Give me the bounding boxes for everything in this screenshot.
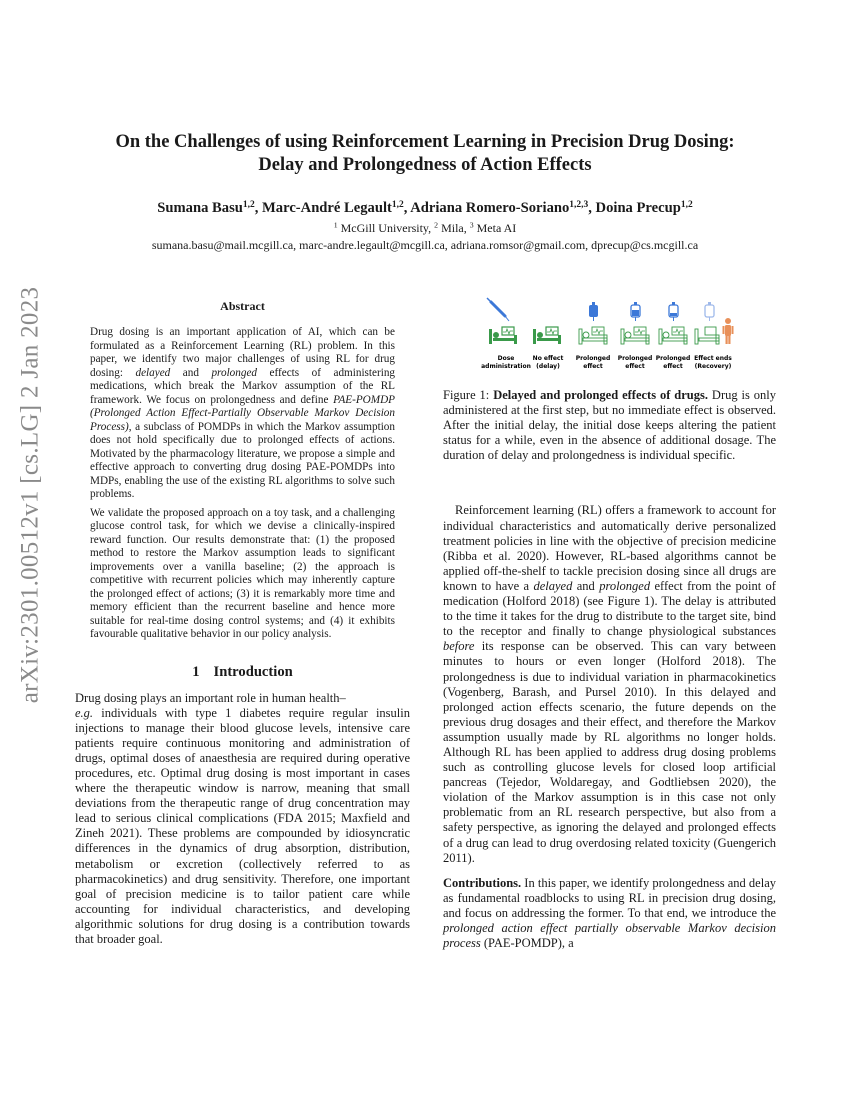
caption-label: Figure 1: — [443, 388, 494, 402]
figure-step-label: Prolonged — [617, 355, 653, 362]
iv-bag-empty-icon — [705, 302, 714, 321]
title-line-1: On the Challenges of using Reinforcement Learning in Precision Drug Dosing: — [115, 132, 735, 152]
author-affil-sup: 1,2,3 — [569, 199, 589, 210]
figure-1-caption — [443, 388, 776, 463]
figure-1 — [443, 296, 776, 382]
author: Doina Precup — [595, 200, 681, 216]
figure-step-label: Effect ends — [694, 355, 732, 362]
paper-title — [60, 131, 790, 177]
section-number: 1 — [192, 663, 200, 680]
patient-bed-icon — [533, 327, 561, 344]
affiliations — [60, 221, 790, 236]
affil-name: Mila, — [438, 221, 470, 235]
affil-sup: 2 — [434, 220, 439, 230]
section-title: Introduction — [213, 663, 293, 680]
iv-bag-icon — [631, 302, 640, 321]
text-run: (PAE-POMDP), a — [480, 936, 574, 951]
text-run: effects of administering medications, which break the Markov assumption of the RL framework. We focus on prolongedness and define — [90, 366, 396, 406]
figure-step-label: Prolonged — [655, 355, 691, 362]
affil-sup: 3 — [469, 220, 474, 230]
recovered-person-icon — [723, 318, 734, 344]
emphasis: PAE-POMDP (Prolonged Action Effect-Partially Observable Markov Decision Process) — [90, 393, 395, 433]
author-separator: , — [403, 200, 411, 216]
author-affil-sup: 1,2 — [680, 199, 693, 210]
patient-bed-outline-icon — [621, 327, 649, 344]
text-run: Drug dosing plays an important role in human health– — [75, 690, 346, 705]
figure-step-label: No effect — [532, 355, 564, 362]
right-column — [443, 296, 776, 951]
text-run: and — [170, 366, 212, 379]
text-run: , a subclass of POMDPs in which the Markov assumption does not hold specifically due to prolonged effects of actions. Motivated by the pharmacology literature, we propose a simple and effective approach to converting drug dosing PAE-POMDPs into MDPs, enabling the use of the existing RL algorithms to solve such problems. — [90, 420, 395, 500]
text-run: effect from the point of medication (Holford 2018) (see Figure 1). The delay is attributed to the time it takes for the drug to distribute to the target site, bind to the receptor and finally to change physiological substances — [443, 578, 776, 639]
caption-text: Drug is only administered at the first step, but no immediate effect is observed. After the initial delay, the initial dose keeps altering the patient status for a while, even in the absence of additional dosage. The duration of delay and prolongedness is individual specific. — [443, 388, 777, 463]
text-run: Drug dosing is an important application of AI, which can be formulated as a Reinforcement Learning (RL) problem. In this paper, we identify two major challenges of using RL for drug dosing: — [90, 326, 395, 379]
text-run: Reinforcement learning (RL) offers a framework to account for individual characteristics and automatically derive personalized treatment policies in line with the objective of precision medicine (Ribba et al. 2020). However, RL-based algorithms cannot be applied off-the-shelf to tackle precision dosing since all drugs are known to have a — [443, 503, 776, 593]
patient-bed-outline-icon — [659, 327, 687, 344]
author-emails: sumana.basu@mail.mcgill.ca, marc-andre.legault@mcgill.ca, adriana.romsor@gmail.com, dprecup@cs.mcgill.ca — [151, 238, 699, 252]
affil-sup: 1 — [333, 220, 338, 230]
patient-bed-icon — [489, 327, 517, 344]
body-paragraph — [443, 503, 776, 865]
left-column — [75, 299, 410, 947]
emphasis: before — [443, 639, 475, 654]
title-line-2: Delay and Prolongedness of Action Effects — [258, 155, 592, 175]
author-list — [60, 199, 790, 217]
emphasis: prolonged — [211, 366, 258, 379]
figure-1-illustration — [443, 296, 776, 382]
right-column-body — [443, 503, 776, 951]
contributions-paragraph — [443, 876, 776, 951]
figure-step-label: Dose — [497, 355, 515, 362]
author: Sumana Basu — [157, 200, 243, 216]
patient-bed-outline-icon — [579, 327, 607, 344]
text-run: In this paper, we identify prolongedness and delay as fundamental roadblocks to using RL in precision drug dosing, and focus on addressing the former. To that end, we introduce the — [443, 875, 776, 920]
text-run: individuals with type 1 diabetes require regular insulin injections to manage their blood glucose levels, intensive care patients require continuous monitoring and administration of drugs, optimal doses of anaesthesia are required during operative procedures, etc. Optimal drug dosing is most important in cases where the therapeutic window is narrow, meaning that small deviations from the therapeutic range of drug concentration may lead to serious clinical complications (FDA 2015; Maxfield and Zineh 2021). These problems are compounded by idiosyncratic differences in the dynamics of drug absorption, distribution, metabolism or excretion (collectively referred to as pharmacokinetics) and drug sensitivity. Therefore, one important goal of precision medicine is to tailor patient care while accounting for individual characteristics, and developing algorithmic solutions for drug dosing is a contribution towards that broader goal. — [75, 705, 410, 946]
emphasis: delayed — [533, 578, 573, 593]
author-affil-sup: 1,2 — [391, 199, 404, 210]
contributions-heading: Contributions. — [443, 875, 522, 890]
figure-step-label: administration — [481, 363, 531, 370]
figure-step-label: effect — [663, 363, 683, 370]
abstract-body — [75, 326, 410, 642]
author: Adriana Romero-Soriano — [410, 200, 570, 216]
iv-bag-icon — [589, 302, 598, 321]
introduction-body — [75, 691, 410, 948]
abstract-paragraph-1 — [90, 326, 395, 502]
emphasis: prolonged — [599, 578, 651, 593]
figure-step-label: Prolonged — [575, 355, 611, 362]
emphasis: delayed — [135, 366, 171, 379]
section-heading-introduction — [75, 664, 410, 681]
syringe-icon — [487, 298, 509, 321]
emphasis: e.g. — [75, 705, 94, 720]
caption-title: Delayed and prolonged effects of drugs. — [493, 388, 709, 402]
figure-step-label: (Recovery) — [694, 363, 732, 370]
author-separator: , — [588, 200, 596, 216]
text-run: its response can be observed. This can vary between minutes to hours or even longer (Holford 2018). The prolongedness is due to individual variation in pharmacokinetics (Vogenberg, Barash, and Pursel 2010). In this delayed and prolonged action effects scenario, the future depends on the previous drug dosages and their effect, and therefore the Markov assumption usually made by RL algorithms no longer holds. Although RL has been applied to address drug dosing problems such as controlling glucose levels for closed loop artificial pancreas (Tejedor, Woldaregay, and Godtliebsen 2020), the violation of the Markov assumption is in this case not only problematic from an RL research perspective, but also from a safety perspective, as ignoring the delayed and prolonged effects of a drug can lead to drug overdosing related toxicity (Guengerich 2011). — [443, 639, 776, 865]
arxiv-stamp-text: arXiv:2301.00512v1 [cs.LG] 2 Jan 2023 — [16, 286, 43, 704]
author-affil-sup: 1,2 — [242, 199, 255, 210]
iv-bag-icon — [669, 302, 678, 321]
author-separator: , — [254, 200, 263, 216]
figure-step-label: effect — [625, 363, 645, 370]
figure-step-label: (delay) — [536, 363, 560, 370]
affil-name: McGill University, — [337, 221, 435, 235]
affil-name: Meta AI — [473, 221, 517, 235]
arxiv-stamp — [0, 286, 60, 704]
text-run: and — [572, 578, 600, 593]
abstract-paragraph-2: We validate the proposed approach on a toy task, and a challenging glucose control task, for which we devise a clinically-inspired reward function. Our results demonstrate that: (1) the proposed method to restore the Markov assumption leads to significant improvements over a vanilla baseline; (2) the approach is competitive with recurrent policies which may inherently capture the prolonged effect of actions; (3) it is remarkably more time and memory efficient than the recurrent baseline and hence more suitable for real-time dosing control systems; and (4) it exhibits favourable qualitative behavior in our policy analysis. — [90, 506, 395, 640]
intro-paragraph-1 — [75, 691, 410, 948]
figure-step-label: effect — [583, 363, 603, 370]
empty-bed-icon — [695, 327, 719, 344]
emphasis: prolonged action effect partially observable Markov decision process — [443, 921, 776, 951]
abstract-heading: Abstract — [220, 299, 265, 313]
author: Marc-André Legault — [262, 200, 392, 216]
